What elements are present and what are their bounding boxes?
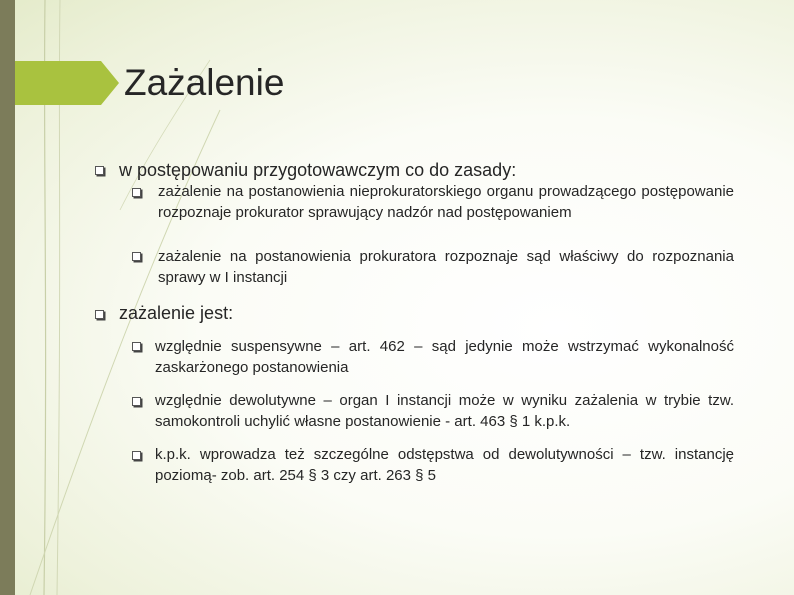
- sublist-item: względnie dewolutywne – organ I instancji może w wyniku zażalenia w trybie tzw. samokontroli uchylić własne postanowienie - art. 463 § 1 k.p.k.: [155, 392, 734, 430]
- sublist-item: względnie suspensywne – art. 462 – sąd jedynie może wstrzymać wykonalność zaskarżonego postanowienia: [155, 338, 734, 376]
- bullet-icon: [132, 451, 141, 460]
- bullet-icon: [132, 342, 141, 351]
- title-arrow-shape: [15, 61, 119, 105]
- list-item-label: w postępowaniu przygotowawczym co do zasady:: [119, 160, 517, 180]
- sublist-item: zażalenie na postanowienia prokuratora rozpoznaje sąd właściwy do rozpoznania sprawy w I instancji: [158, 248, 734, 286]
- bullet-icon: [95, 166, 104, 175]
- sublist-item: k.p.k. wprowadza też szczególne odstępstwa od dewolutywności – tzw. instancję poziomą- zob. art. 254 § 3 czy art. 263 § 5: [155, 446, 734, 484]
- slide-title: Zażalenie: [124, 62, 285, 103]
- bullet-icon: [132, 397, 141, 406]
- bullet-icon: [132, 188, 141, 197]
- bullet-icon: [95, 310, 104, 319]
- bullet-icon: [132, 252, 141, 261]
- list-item-label: zażalenie jest:: [119, 303, 234, 323]
- sublist-item: zażalenie na postanowienia nieprokuratorskiego organu prowadzącego postępowanie rozpoznaje prokurator sprawujący nadzór nad postępowaniem: [158, 183, 734, 221]
